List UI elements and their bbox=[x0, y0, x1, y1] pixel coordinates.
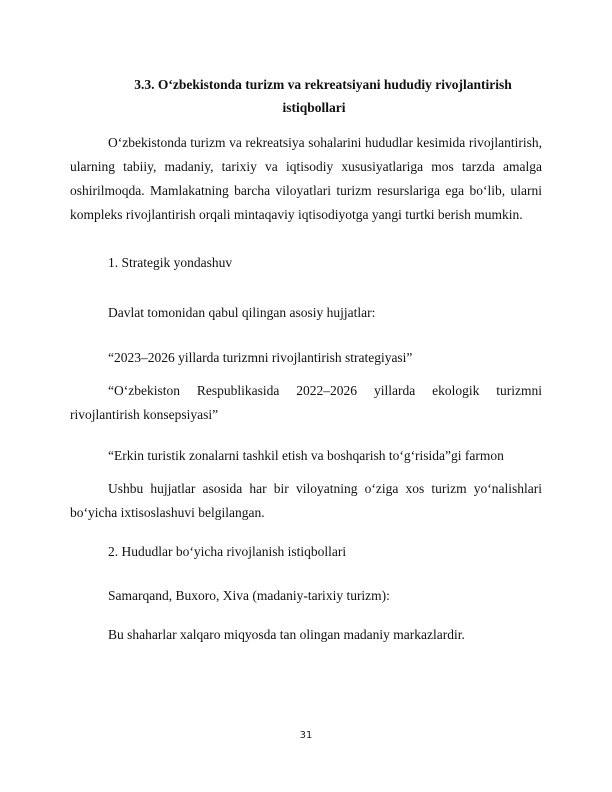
documents-intro: Davlat tomonidan qabul qilingan asosiy hujjatlar: bbox=[108, 305, 376, 320]
region-item-1-description: Bu shaharlar xalqaro miqyosda tan olingan madaniy markazlardir. bbox=[108, 627, 465, 642]
section-title-line-2: istiqbollari bbox=[282, 100, 346, 115]
page-number: 31 bbox=[299, 730, 313, 741]
region-item-1: Samarqand, Buxoro, Xiva (madaniy-tarixiy turizm): bbox=[108, 588, 390, 603]
section-title-line-1: 3.3. O‘zbekistonda turizm va rekreatsiyani hududiy rivojlantirish bbox=[134, 77, 512, 92]
section-1-heading: 1. Strategik yondashuv bbox=[108, 255, 233, 270]
document-item-3: “Erkin turistik zonalarni tashkil etish va boshqarish to‘g‘risida”gi farmon bbox=[108, 448, 504, 463]
document-item-2: “O‘zbekiston Respublikasida 2022–2026 yillarda ekologik turizmni rivojlantirish konsepsiyasi” bbox=[70, 383, 542, 422]
section-2-heading: 2. Hududlar bo‘yicha rivojlanish istiqbollari bbox=[108, 544, 347, 559]
intro-paragraph: O‘zbekistonda turizm va rekreatsiya sohalarini hududlar kesimida rivojlantirish, ularning tabiiy, madaniy, tarixiy va iqtisodiy xususiyatlariga mos tarzda amalga oshirilmoqda. Mamlakatning barcha viloyatlari turizm resurslariga ega bo‘lib, ularni kompleks rivojlantirish orqali mintaqaviy iqtisodiyotga yangi turtki berish mumkin. bbox=[70, 135, 542, 222]
document-item-1: “2023–2026 yillarda turizmni rivojlantirish strategiyasi” bbox=[108, 350, 413, 365]
section-title bbox=[70, 73, 542, 119]
documents-summary: Ushbu hujjatlar asosida har bir viloyatning o‘ziga xos turizm yo‘nalishlari bo‘yicha ixtisoslashuvi belgilangan. bbox=[70, 481, 542, 520]
